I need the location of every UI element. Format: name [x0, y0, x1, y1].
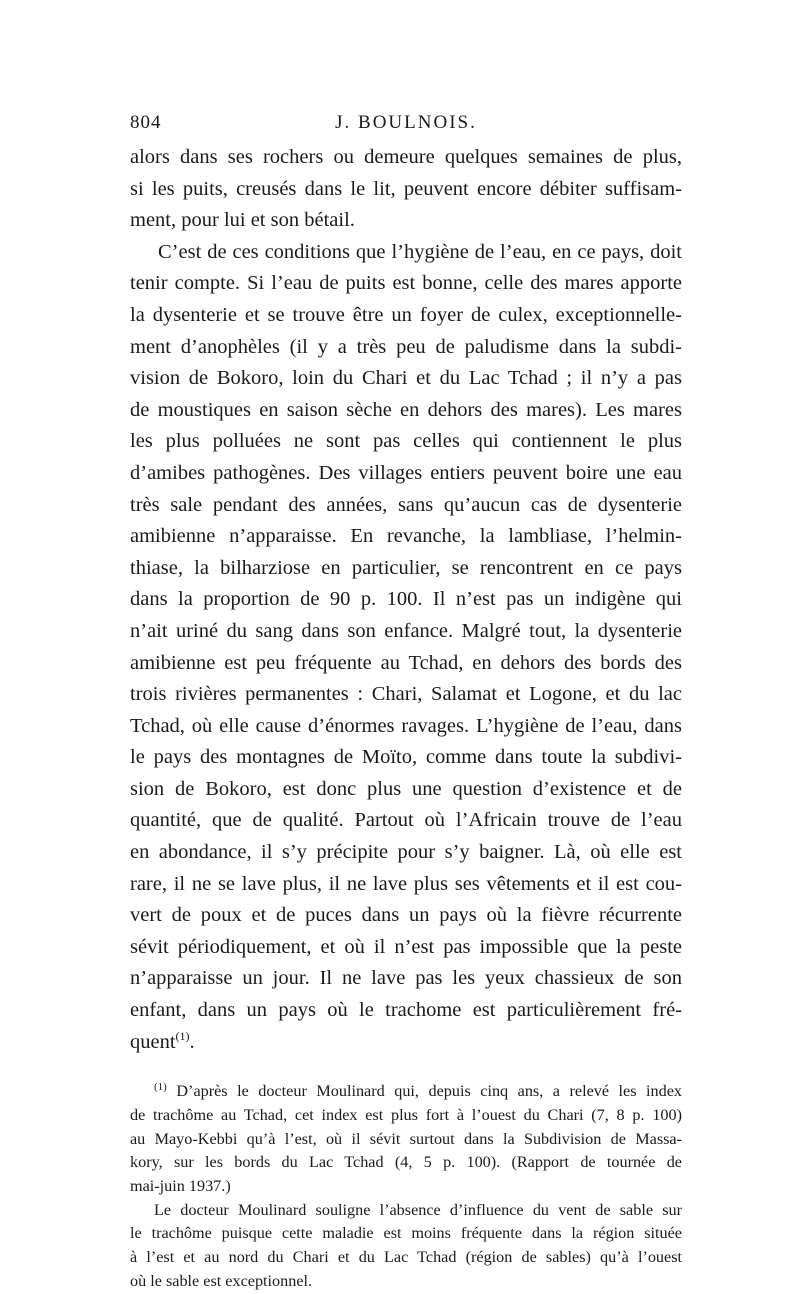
- footnote-block: [130, 1199, 682, 1294]
- text-line: alors dans ses rochers ou demeure quelques semaines de plus,: [130, 146, 682, 168]
- text-line: trois rivières permanentes : Chari, Salamat et Logone, et du lac: [130, 683, 682, 706]
- text-line: ment d’anophèles (il y a très peu de paludisme dans la subdi-: [130, 335, 682, 358]
- text-line: n’ait uriné du sang dans son enfance. Malgré tout, la dysenterie: [130, 619, 682, 642]
- footnote-line: au Mayo-Kebbi qu’à l’est, où il sévit surtout dans la Subdivision de Massa-: [130, 1129, 682, 1148]
- text-line: thiase, la bilharziose en particulier, se rencontrent en ce pays: [130, 556, 682, 579]
- text-line: d’amibes pathogènes. Des villages entiers peuvent boire une eau: [130, 461, 682, 484]
- page-number: 804: [130, 112, 162, 133]
- text-line: vert de poux et de puces dans un pays où la fièvre récurrente: [130, 904, 682, 927]
- footnotes: [130, 1080, 682, 1293]
- footnote-line: Le docteur Moulinard souligne l’absence d’influence du vent de sable sur: [154, 1200, 682, 1219]
- footnote-block: [130, 1080, 682, 1199]
- book-page: [130, 112, 682, 1294]
- running-head: [130, 112, 682, 142]
- final-word: quent: [130, 1030, 176, 1053]
- text-line: n’apparaisse un jour. Il ne lave pas les yeux chassieux de son: [130, 967, 682, 990]
- text-line: si les puits, creusés dans le lit, peuvent encore débiter suffisam-: [130, 177, 682, 200]
- text-line: la dysenterie et se trouve être un foyer de culex, exceptionnelle-: [130, 303, 682, 326]
- text-line: C’est de ces conditions que l’hygiène de l’eau, en ce pays, doit: [158, 240, 682, 263]
- text-line: les plus polluées ne sont pas celles qui contiennent le plus: [130, 430, 682, 453]
- footnote-line: le trachôme puisque cette maladie est moins fréquente dans la région située: [130, 1224, 682, 1243]
- text-line: sion de Bokoro, est donc plus une question d’existence et de: [130, 777, 682, 800]
- text-line: très sale pendant des années, sans qu’aucun cas de dysenterie: [130, 493, 682, 516]
- final-period: .: [189, 1030, 195, 1053]
- text-line: Tchad, où elle cause d’énormes ravages. L’hygiène de l’eau, dans: [130, 714, 682, 737]
- footnote-reference: (1): [175, 1028, 190, 1043]
- text-line: rare, il ne se lave plus, il ne lave plus ses vêtements et il est cou-: [130, 872, 682, 895]
- body-text: [130, 142, 682, 1058]
- paragraph-main: [130, 237, 682, 1058]
- footnote-line: à l’est et au nord du Chari et du Lac Tchad (région de sables) qu’à l’ouest: [130, 1248, 682, 1267]
- text-line: quantité, que de qualité. Partout où l’Africain trouve de l’eau: [130, 809, 682, 832]
- footnote-text: D’après le docteur Moulinard qui, depuis cinq ans, a relevé les index: [176, 1082, 683, 1101]
- text-line: enfant, dans un pays où le trachome est particulièrement fré-: [130, 999, 682, 1022]
- text-line: en abondance, il s’y précipite pour s’y baigner. Là, où elle est: [130, 841, 682, 864]
- text-line: de moustiques en saison sèche en dehors des mares). Les mares: [130, 398, 682, 421]
- text-line: amibienne est peu fréquente au Tchad, en dehors des bords des: [130, 651, 682, 674]
- footnote-marker: (1): [154, 1081, 167, 1094]
- footnote-line: où le sable est exceptionnel.: [130, 1271, 313, 1290]
- footnote-line: kory, sur les bords du Lac Tchad (4, 5 p. 100). (Rapport de tournée de: [130, 1153, 682, 1172]
- text-line: dans la proportion de 90 p. 100. Il n’est pas un indigène qui: [130, 588, 682, 611]
- text-line: amibienne n’apparaisse. En revanche, la lambliase, l’helmin-: [130, 525, 682, 548]
- paragraph-continuation: [130, 142, 682, 237]
- footnote-line: de trachôme au Tchad, cet index est plus fort à l’ouest du Chari (7, 8 p. 100): [130, 1105, 682, 1124]
- text-line: vision de Bokoro, loin du Chari et du Lac Tchad ; il n’y a pas: [130, 367, 682, 390]
- running-title: J. BOULNOIS.: [335, 112, 477, 133]
- text-line: tenir compte. Si l’eau de puits est bonne, celle des mares apporte: [130, 272, 682, 295]
- text-line: le pays des montagnes de Moïto, comme dans toute la subdivi-: [130, 746, 682, 769]
- footnote-line: mai-juin 1937.): [130, 1177, 231, 1196]
- text-line: sévit périodiquement, et où il n’est pas impossible que la peste: [130, 935, 682, 958]
- footnote-line: [130, 1080, 682, 1104]
- text-line-final: [130, 1027, 682, 1059]
- text-line: ment, pour lui et son bétail.: [130, 209, 355, 232]
